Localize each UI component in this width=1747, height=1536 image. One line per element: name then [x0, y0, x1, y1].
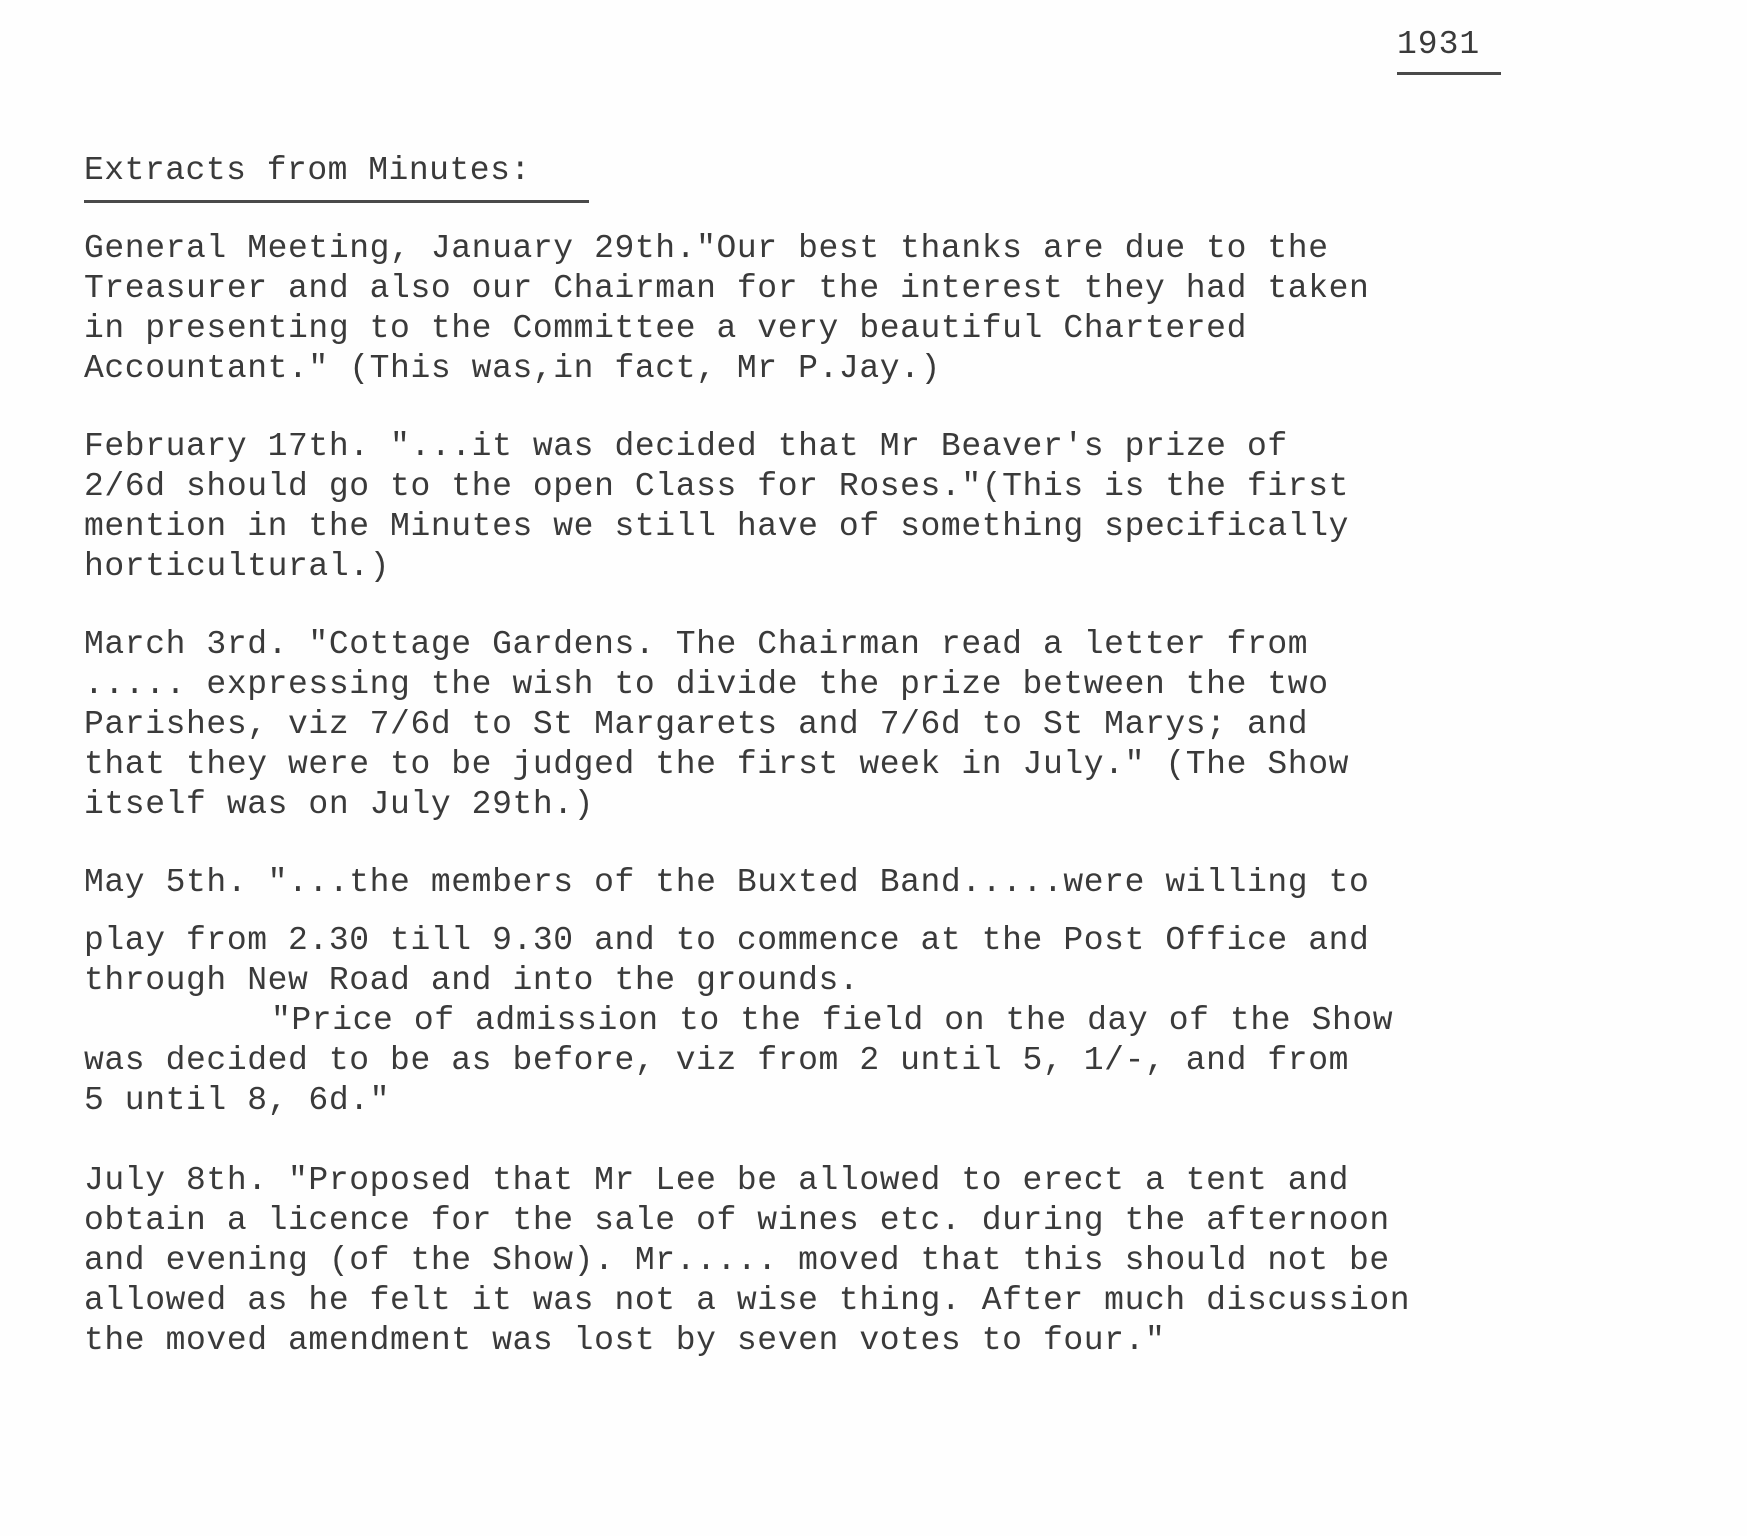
page-title: Extracts from Minutes:: [84, 152, 589, 203]
minutes-paragraph-january: [84, 229, 1369, 389]
minutes-paragraph-may: [84, 863, 1369, 903]
minutes-paragraph-march: [84, 625, 1349, 825]
text-line: Treasurer and also our Chairman for the interest they had taken: [84, 270, 1370, 307]
text-line: Parishes, viz 7/6d to St Margarets and 7/6d to St Marys; and: [84, 706, 1309, 743]
text-line: "Price of admission to the field on the day of the Show: [271, 1002, 1394, 1039]
text-line: General Meeting, January 29th."Our best thanks are due to the: [84, 230, 1329, 267]
text-line: play from 2.30 till 9.30 and to commence at the Post Office and: [84, 922, 1370, 959]
text-line: obtain a licence for the sale of wines etc. during the afternoon: [84, 1202, 1390, 1239]
text-line: through New Road and into the grounds.: [84, 962, 860, 999]
text-line: Accountant." (This was,in fact, Mr P.Jay.): [84, 350, 941, 387]
text-line: that they were to be judged the first week in July." (The Show: [84, 746, 1349, 783]
year-heading: 1931: [1397, 26, 1501, 75]
text-line: 5 until 8, 6d.": [84, 1082, 391, 1119]
text-line: March 3rd. "Cottage Gardens. The Chairman read a letter from: [84, 626, 1309, 663]
text-line: itself was on July 29th.): [84, 786, 595, 823]
text-line: the moved amendment was lost by seven votes to four.": [84, 1322, 1166, 1359]
text-line: was decided to be as before, viz from 2 until 5, 1/-, and from: [84, 1042, 1349, 1079]
text-line: allowed as he felt it was not a wise thing. After much discussion: [84, 1282, 1411, 1319]
text-line: mention in the Minutes we still have of something specifically: [84, 508, 1349, 545]
text-line: July 8th. "Proposed that Mr Lee be allowed to erect a tent and: [84, 1162, 1349, 1199]
text-line: February 17th. "...it was decided that Mr Beaver's prize of: [84, 428, 1288, 465]
text-line: ..... expressing the wish to divide the prize between the two: [84, 666, 1329, 703]
minutes-paragraph-may-continued: [84, 921, 1393, 1121]
text-line: horticultural.): [84, 548, 391, 585]
minutes-paragraph-february: [84, 427, 1349, 587]
text-line: 2/6d should go to the open Class for Roses."(This is the first: [84, 468, 1349, 505]
text-line: May 5th. "...the members of the Buxted Band.....were willing to: [84, 864, 1370, 901]
text-line: in presenting to the Committee a very beautiful Chartered: [84, 310, 1247, 347]
text-line: and evening (of the Show). Mr..... moved that this should not be: [84, 1242, 1390, 1279]
minutes-paragraph-july: [84, 1161, 1410, 1361]
